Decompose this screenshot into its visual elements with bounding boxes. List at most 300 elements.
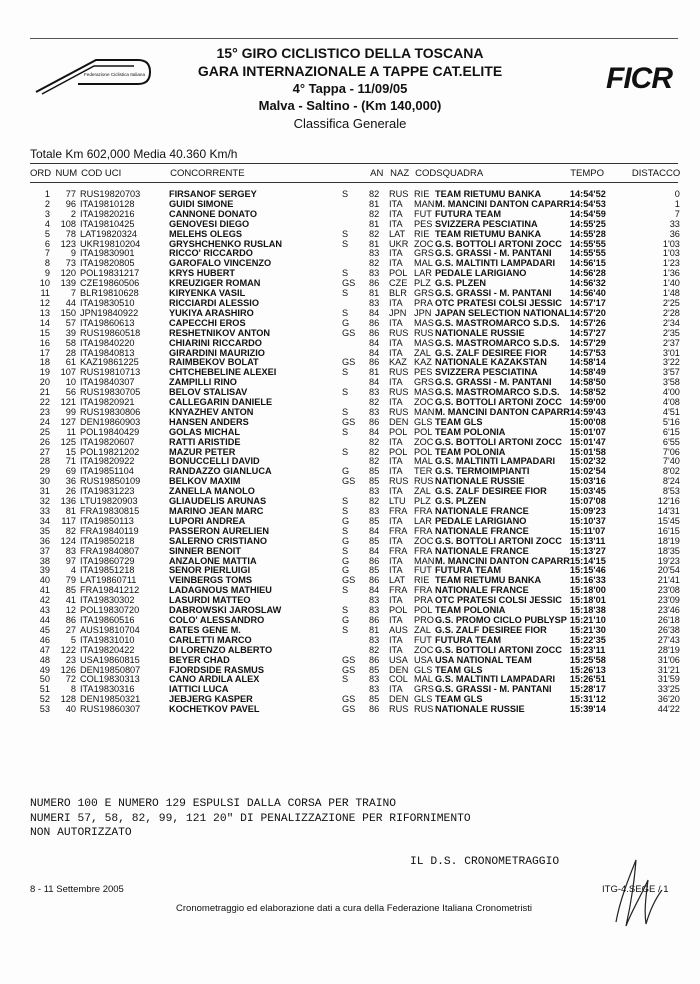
row-time: 14:57'27	[569, 327, 606, 338]
row-name: RATTI ARISTIDE	[169, 436, 241, 447]
row-ord: 25	[39, 426, 50, 437]
row-team: TEAM GLS	[435, 416, 483, 427]
row-uci: ITA19851218	[80, 565, 135, 576]
row-nation: LAT	[389, 575, 406, 586]
row-time: 15:01'07	[569, 426, 606, 437]
row-nation: ITA	[389, 595, 403, 606]
row-time: 14:57'29	[569, 337, 606, 348]
row-nation: CZE	[389, 278, 408, 289]
row-team: G.S. MASTROMARCO S.D.S.	[435, 337, 560, 348]
row-ord: 51	[39, 684, 50, 695]
row-gap: 7	[674, 208, 680, 219]
row-team-code: RIE	[414, 228, 430, 239]
row-nation: ITA	[389, 397, 403, 408]
row-team: NATIONALE RUSSIE	[435, 327, 525, 338]
col-naz: NAZ	[390, 168, 410, 179]
row-gap: 1'48	[662, 288, 680, 299]
row-num: 72	[65, 674, 76, 685]
row-name: LUPORI ANDREA	[169, 515, 246, 526]
row-time: 15:18'01	[569, 595, 606, 606]
row-time: 15:21'30	[569, 624, 606, 635]
footer-credit: Cronometraggio ed elaborazione dati a cura della Federazione Italiana Cronometristi	[176, 903, 532, 914]
row-year: 86	[369, 317, 380, 328]
row-year: 83	[369, 506, 380, 516]
row-year: 85	[369, 476, 380, 487]
row-team-code: FUT	[414, 634, 432, 645]
row-nation: DEN	[389, 416, 409, 427]
row-name: BONUCCELLI DAVID	[169, 456, 260, 467]
row-nation: DEN	[389, 694, 409, 705]
row-num: 78	[65, 228, 76, 239]
row-team-code: POL	[414, 426, 433, 437]
row-team-code: RUS	[414, 327, 434, 338]
row-gap: 7'06	[662, 446, 680, 457]
stage-info: 4° Tappa - 11/09/05	[292, 81, 408, 96]
row-ord: 37	[39, 545, 50, 556]
row-uci: ITA19860516	[80, 614, 135, 625]
row-ord: 32	[39, 496, 50, 507]
row-ord: 52	[39, 694, 50, 705]
row-ord: 35	[39, 525, 50, 536]
row-name: BELKOV MAXIM	[169, 476, 241, 487]
row-name: KIRYENKA VASIL	[169, 288, 246, 299]
row-cat: S	[342, 605, 349, 616]
row-ord: 47	[39, 644, 50, 655]
row-ord: 22	[39, 397, 50, 408]
row-ord: 34	[39, 515, 50, 526]
row-time: 15:15'46	[569, 565, 606, 576]
row-team: TEAM POLONIA	[435, 446, 506, 457]
row-ord: 2	[44, 198, 50, 209]
row-nation: ITA	[389, 466, 403, 477]
row-nation: USA	[389, 654, 408, 665]
row-name: CHIARINI RICCARDO	[169, 337, 262, 348]
row-num: 5	[70, 634, 76, 645]
row-uci: ITA19820422	[80, 644, 135, 655]
row-cat: G	[342, 466, 350, 477]
row-nation: LAT	[389, 228, 406, 239]
row-gap: 20'54	[657, 565, 680, 576]
row-uci: RUS19830806	[80, 406, 141, 417]
row-uci: RUS19820703	[80, 189, 141, 199]
row-team-code: ZOC	[414, 535, 434, 546]
row-gap: 7'40	[662, 456, 680, 467]
row-num: 56	[65, 387, 76, 398]
row-name: KRYS HUBERT	[169, 268, 236, 279]
row-uci: ITA19830901	[80, 248, 135, 259]
row-cat: S	[342, 367, 349, 378]
row-team-code: RIE	[414, 575, 430, 586]
row-uci: ITA19830510	[80, 297, 135, 308]
row-cat: G	[342, 317, 350, 328]
row-time: 14:58'14	[569, 357, 606, 368]
row-ord: 13	[39, 307, 50, 318]
row-nation: LTU	[389, 496, 406, 507]
row-name: ANZALONE MATTIA	[169, 555, 257, 566]
row-ord: 44	[39, 614, 50, 625]
row-nation: COL	[389, 674, 408, 685]
row-team: FUTURA TEAM	[435, 208, 502, 219]
row-year: 82	[369, 644, 380, 655]
row-name: RAIMBEKOV BOLAT	[169, 357, 259, 368]
row-gap: 5'16	[662, 416, 680, 427]
row-team: JAPAN SELECTION NATIONAL	[435, 307, 570, 318]
row-name: LASURDI MATTEO	[169, 595, 251, 606]
row-year: 82	[369, 228, 380, 239]
row-nation: RUS	[389, 704, 409, 715]
row-year: 83	[369, 605, 380, 616]
row-team-code: USA	[414, 654, 433, 665]
note-line: NUMERI 57, 58, 82, 99, 121 20" DI PENALIZZAZIONE PER RIFORNIMENTO	[30, 812, 471, 825]
row-cat: S	[342, 496, 349, 507]
row-num: 120	[60, 268, 76, 279]
row-team-code: KAZ	[414, 357, 432, 368]
row-nation: ITA	[389, 515, 403, 526]
row-team: NATIONALE RUSSIE	[435, 476, 525, 487]
row-name: GRYSHCHENKO RUSLAN	[169, 238, 282, 249]
row-year: 83	[369, 684, 380, 695]
row-year: 85	[369, 466, 380, 477]
row-time: 15:26'51	[569, 674, 606, 685]
row-gap: 1	[674, 198, 680, 209]
row-year: 83	[369, 297, 380, 308]
row-cat	[342, 249, 369, 259]
row-time: 14:54'59	[569, 208, 606, 219]
row-team-code: GLS	[414, 694, 433, 705]
row-ord: 29	[39, 466, 50, 477]
row-cat: S	[342, 288, 349, 299]
row-name: GENOVESI DIEGO	[169, 218, 250, 229]
row-num: 71	[65, 456, 76, 467]
row-team: G.S. ZALF DESIREE FIOR	[435, 347, 547, 358]
row-uci: POL19821202	[80, 446, 140, 457]
row-team: G.S. BOTTOLI ARTONI ZOCC	[435, 397, 562, 408]
col-name: CONCORRENTE	[170, 168, 245, 179]
row-time: 15:01'47	[569, 436, 606, 447]
row-uci: ITA19810128	[80, 198, 135, 209]
row-team: G.S. MASTROMARCO S.D.S.	[435, 317, 560, 328]
row-nation: ITA	[389, 684, 403, 695]
row-uci: COL19830313	[80, 674, 140, 685]
row-cat: S	[342, 238, 349, 249]
row-num: 99	[65, 406, 76, 417]
row-name: GOLAS MICHAL	[169, 426, 240, 437]
row-gap: 33'25	[657, 684, 680, 695]
col-cat	[343, 168, 370, 179]
row-uci: ITA19820216	[80, 208, 135, 219]
row-year: 82	[369, 456, 380, 467]
row-ord: 46	[39, 634, 50, 645]
row-cat	[342, 339, 369, 349]
event-subtitle: GARA INTERNAZIONALE A TAPPE CAT.ELITE	[197, 63, 503, 79]
row-team: NATIONALE FRANCE	[435, 545, 529, 556]
row-team-code: MAS	[414, 317, 434, 328]
row-team-code: LAR	[414, 268, 432, 279]
row-time: 15:18'00	[569, 585, 606, 596]
row-team: TEAM GLS	[435, 664, 483, 675]
row-gap: 0	[674, 189, 680, 199]
row-uci: LTU19820903	[80, 496, 138, 507]
row-name: RICCIARDI ALESSIO	[169, 297, 260, 308]
row-time: 15:25'58	[569, 654, 606, 665]
row-num: 27	[65, 624, 76, 635]
row-num: 57	[65, 317, 76, 328]
row-team: G.S. ZALF DESIREE FIOR	[435, 624, 547, 635]
row-num: 82	[65, 525, 76, 536]
row-team-code: ZOC	[414, 238, 434, 249]
row-uci: POL19830720	[80, 605, 140, 616]
row-ord: 26	[39, 436, 50, 447]
row-cat: S	[342, 525, 349, 536]
row-team-code: MAN	[414, 406, 435, 417]
row-cat: S	[342, 545, 349, 556]
row-year: 83	[369, 406, 380, 417]
row-team: FUTURA TEAM	[435, 565, 502, 576]
row-ord: 8	[44, 258, 50, 269]
row-year: 82	[369, 446, 380, 457]
row-nation: ITA	[389, 535, 403, 546]
row-nation: ITA	[389, 297, 403, 308]
row-cat: S	[342, 307, 349, 318]
row-num: 23	[65, 654, 76, 665]
row-num: 136	[60, 496, 76, 507]
row-uci: ITA19820921	[80, 397, 135, 408]
row-name: BEYER CHAD	[169, 654, 230, 665]
row-year: 86	[369, 555, 380, 566]
row-num: 40	[65, 704, 76, 715]
footer-date: 8 - 11 Settembre 2005	[30, 884, 124, 895]
row-num: 73	[65, 258, 76, 269]
row-nation: ITA	[389, 198, 403, 209]
row-year: 84	[369, 545, 380, 556]
row-team: FUTURA TEAM	[435, 634, 502, 645]
row-ord: 7	[44, 248, 50, 259]
row-nation: ITA	[389, 347, 403, 358]
row-gap: 8'02	[662, 466, 680, 477]
table-row	[30, 705, 682, 715]
row-team: G.S. BOTTOLI ARTONI ZOCC	[435, 238, 562, 249]
row-gap: 6'15	[662, 426, 680, 437]
row-nation: POL	[389, 426, 408, 437]
row-ord: 41	[39, 585, 50, 596]
col-ord: ORD	[30, 168, 52, 179]
row-name: GAROFALO VINCENZO	[169, 258, 272, 269]
row-uci: JPN19840922	[80, 307, 139, 318]
row-num: 58	[65, 337, 76, 348]
row-year: 83	[369, 634, 380, 645]
row-time: 15:14'15	[569, 555, 606, 566]
row-uci: ITA19840220	[80, 337, 135, 348]
row-uci: FRA19840119	[80, 525, 139, 536]
row-year: 86	[369, 704, 380, 715]
row-team: G.S. MALTINTI LAMPADARI	[435, 258, 556, 269]
row-year: 82	[369, 208, 380, 219]
row-gap: 2'34	[662, 317, 680, 328]
row-uci: RUS19810713	[80, 367, 141, 378]
note-line: NUMERO 100 E NUMERO 129 ESPULSI DALLA CORSA PER TRAINO	[30, 798, 397, 810]
row-time: 14:55'55	[569, 238, 606, 249]
row-uci: POL19831217	[80, 268, 140, 279]
row-num: 139	[60, 278, 76, 289]
row-gap: 2'37	[662, 337, 680, 348]
row-year: 83	[369, 387, 380, 398]
row-time: 14:55'55	[569, 248, 606, 259]
row-cat: S	[342, 624, 349, 635]
row-num: 61	[65, 357, 76, 368]
row-team-code: FRA	[414, 525, 433, 536]
row-year: 85	[369, 694, 380, 705]
row-team-code: PRA	[414, 595, 433, 606]
row-gap: 3'22	[662, 357, 680, 368]
row-cat: G	[342, 555, 350, 566]
row-num: 11	[66, 426, 76, 437]
row-num: 83	[65, 545, 76, 556]
row-name: BELOV STALISAV	[169, 387, 248, 398]
row-team: G.S. GRASSI - M. PANTANI	[435, 288, 552, 299]
row-ord: 28	[39, 456, 50, 467]
row-ord: 17	[39, 347, 50, 358]
row-cat: S	[342, 189, 349, 199]
row-name: HANSEN ANDERS	[169, 416, 249, 427]
row-num: 125	[60, 436, 76, 447]
document-header	[150, 44, 550, 133]
row-ord: 4	[44, 218, 50, 229]
row-uci: ITA19850113	[80, 515, 134, 526]
row-uci: ITA19850218	[80, 535, 135, 546]
row-time: 14:59'43	[569, 406, 606, 417]
row-name: CANO ARDILA ALEX	[169, 674, 260, 685]
row-year: 84	[369, 426, 380, 437]
row-team-code: MAL	[414, 258, 433, 269]
row-cat: S	[342, 426, 349, 437]
row-ord: 49	[39, 664, 50, 675]
row-time: 15:13'27	[569, 545, 606, 556]
row-name: CHTCHEBELINE ALEXEI	[169, 367, 277, 378]
col-team: SQUADRA	[436, 168, 484, 179]
row-team-code: FRA	[414, 506, 433, 516]
row-name: GLIAUDELIS ARUNAS	[169, 496, 267, 507]
row-time: 15:00'08	[569, 416, 606, 427]
row-num: 4	[70, 565, 76, 576]
row-team-code: ZAL	[414, 347, 431, 358]
totals-line: Totale Km 602,000 Media 40.360 Km/h	[30, 147, 238, 161]
row-ord: 31	[39, 486, 50, 497]
row-team: G.S. BOTTOLI ARTONI ZOCC	[435, 535, 562, 546]
row-team-code: PLZ	[414, 496, 431, 507]
row-team: M. MANCINI DANTON CAPARR	[435, 555, 570, 566]
row-gap: 19'23	[657, 555, 680, 566]
row-uci: ITA19860729	[80, 555, 135, 566]
federation-logo	[34, 52, 152, 96]
row-time: 15:02'32	[569, 456, 606, 467]
event-title: 15° GIRO CICLISTICO DELLA TOSCANA	[216, 45, 484, 61]
row-time: 14:56'28	[569, 268, 606, 279]
row-uci: FRA19830815	[80, 506, 140, 516]
row-uci: RUS19830705	[80, 387, 141, 398]
row-gap: 3'57	[662, 367, 680, 378]
row-uci: FRA19840807	[80, 545, 140, 556]
row-ord: 19	[39, 367, 50, 378]
row-nation: KAZ	[389, 357, 407, 368]
row-ord: 16	[39, 337, 50, 348]
row-ord: 50	[39, 674, 50, 685]
row-gap: 18'19	[657, 535, 680, 546]
row-name: SINNER BENOIT	[169, 545, 241, 556]
row-uci: USA19860815	[80, 654, 140, 665]
row-cat	[342, 210, 369, 220]
row-team: NATIONALE FRANCE	[435, 506, 529, 516]
row-team-code: RUS	[414, 476, 434, 487]
row-nation: ITA	[389, 486, 403, 497]
row-uci: KAZ19861225	[80, 357, 139, 368]
row-team-code: ZAL	[414, 486, 431, 497]
row-gap: 2'28	[662, 307, 680, 318]
row-year: 86	[369, 416, 380, 427]
row-team: TEAM RIETUMU BANKA	[435, 228, 542, 239]
row-team-code: POL	[414, 605, 433, 616]
row-gap: 2'35	[662, 327, 680, 338]
row-gap: 26'38	[657, 624, 680, 635]
row-name: DABROWSKI JAROSLAW	[169, 605, 282, 616]
row-year: 83	[369, 486, 380, 497]
row-time: 15:16'33	[569, 575, 606, 586]
row-gap: 4'00	[662, 387, 680, 398]
row-year: 85	[369, 515, 380, 526]
row-team-code: ZOC	[414, 397, 434, 408]
table-row	[30, 656, 682, 666]
row-cat: GS	[342, 476, 356, 487]
row-team: NATIONALE RUSSIE	[435, 704, 525, 715]
row-team-code: ZOC	[414, 436, 434, 447]
row-uci: CZE19860506	[80, 278, 140, 289]
row-team: G.S. GRASSI - M. PANTANI	[435, 684, 552, 695]
row-team-code: FUT	[414, 208, 432, 219]
row-nation: ITA	[389, 555, 403, 566]
row-year: 82	[369, 189, 380, 199]
row-gap: 16'15	[657, 525, 680, 536]
row-gap: 1'40	[662, 278, 680, 289]
row-num: 126	[60, 664, 76, 675]
row-ord: 36	[39, 535, 50, 546]
row-num: 41	[65, 595, 76, 606]
row-year: 84	[369, 307, 380, 318]
row-uci: ITA19820922	[80, 456, 135, 467]
row-year: 81	[369, 367, 380, 378]
row-name: KREUZIGER ROMAN	[169, 278, 261, 289]
row-uci: ITA19820607	[80, 436, 135, 447]
row-cat: S	[342, 674, 349, 685]
row-cat: GS	[342, 704, 356, 715]
row-name: CAPECCHI EROS	[169, 317, 246, 328]
row-ord: 21	[39, 387, 50, 398]
row-cat: G	[342, 565, 350, 576]
row-team: TEAM POLONIA	[435, 605, 506, 616]
row-team-code: MAN	[414, 198, 435, 209]
row-uci: AUS19810704	[80, 624, 140, 635]
row-year: 82	[369, 258, 380, 269]
row-team: G.S. BOTTOLI ARTONI ZOCC	[435, 644, 562, 655]
row-num: 97	[65, 555, 76, 566]
row-gap: 33	[669, 218, 680, 229]
row-num: 123	[60, 238, 76, 249]
row-num: 39	[65, 327, 76, 338]
row-uci: UKR19810204	[80, 238, 141, 249]
row-nation: RUS	[389, 189, 409, 199]
row-nation: ITA	[389, 337, 403, 348]
row-name: IATTICI LUCA	[169, 684, 229, 695]
row-time: 15:39'14	[569, 704, 606, 715]
row-cat: S	[342, 387, 349, 398]
